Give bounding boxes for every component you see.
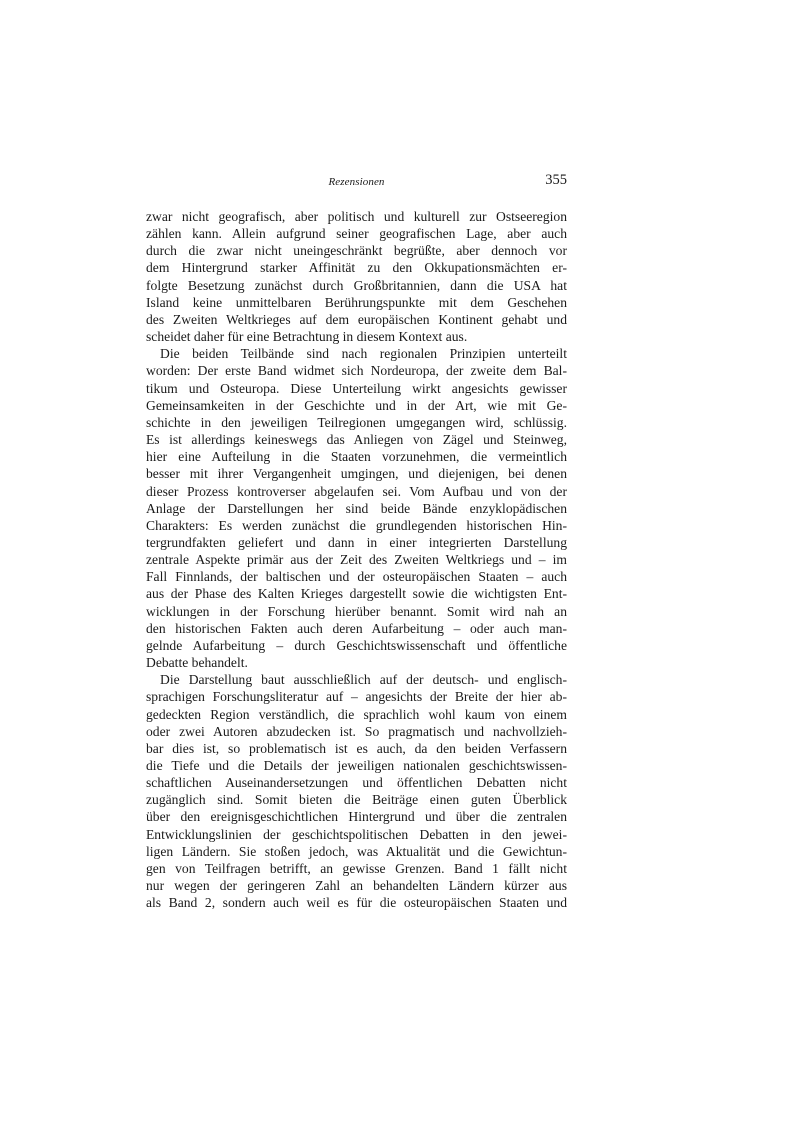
text-line: hier eine Aufteilung in die Staaten vorzunehmen, die vermeintlich [146,449,567,465]
text-line: Es ist allerdings keineswegs das Anliegen von Zägel und Steinweg, [146,432,567,448]
text-line: zentrale Aspekte primär aus der Zeit des Zweiten Weltkriegs und – im [146,552,567,568]
text-line: als Band 2, sondern auch weil es für die osteuropäischen Staaten und [146,895,567,911]
paragraph [146,671,567,911]
text-line: Anlage der Darstellungen her sind beide Bände enzyklopädischen [146,500,567,516]
text-line: wicklungen in der Forschung hierüber benannt. Somit wird nah an [146,603,567,619]
text-line: tikum und Osteuropa. Diese Unterteilung wirkt angesichts gewisser [146,380,567,396]
book-page [146,170,567,911]
page-number: 355 [545,172,567,188]
text-line: zählen kann. Allein aufgrund seiner geografischen Lage, aber auch [146,226,567,242]
text-line: gelnde Aufarbeitung – durch Geschichtswissenschaft und öffentliche [146,637,567,653]
text-line: sprachigen Forschungsliteratur auf – angesichts der Breite der hier ab- [146,689,567,705]
text-line: aus der Phase des Kalten Krieges dargestellt sowie die wichtigsten Ent- [146,586,567,602]
text-line: besser mit ihrer Vergangenheit umgingen, und diejenigen, bei denen [146,466,567,482]
text-line: bar dies ist, so problematisch ist es auch, da den beiden Verfassern [146,740,567,756]
text-line: folgte Besetzung zunächst durch Großbritannien, dann die USA hat [146,277,567,293]
text-line: tergrundfakten geliefert und dann in einer integrierten Darstellung [146,534,567,550]
text-line: oder zwei Autoren abzudecken ist. So pragmatisch und nachvollzieh- [146,723,567,739]
text-line: Entwicklungslinien der geschichtspolitischen Debatten in den jewei- [146,826,567,842]
text-line: Gemeinsamkeiten in der Geschichte und in der Art, wie mit Ge- [146,397,567,413]
text-line: ligen Ländern. Sie stoßen jedoch, was Aktualität und die Gewichtun- [146,843,567,859]
paragraph [146,208,567,345]
text-line: über den ereignisgeschichtlichen Hintergrund und über die zentralen [146,809,567,825]
text-line: zugänglich sind. Somit bieten die Beiträge einen guten Überblick [146,792,567,808]
text-line: gen von Teilfragen betrifft, an gewisse Grenzen. Band 1 fällt nicht [146,860,567,876]
text-line: Die beiden Teilbände sind nach regionalen Prinzipien unterteilt [160,346,567,362]
text-line: schaftlichen Auseinandersetzungen und öffentlichen Debatten nicht [146,775,567,791]
text-line: dieser Prozess kontroverser abgelaufen sei. Vom Aufbau und von der [146,483,567,499]
text-line: Charakters: Es werden zunächst die grundlegenden historischen Hin- [146,517,567,533]
text-line: Die Darstellung baut ausschließlich auf der deutsch- und englisch- [160,672,567,688]
text-line: zwar nicht geografisch, aber politisch und kulturell zur Ostseeregion [146,209,567,224]
text-line: Debatte behandelt. [146,655,248,671]
paragraph [146,345,567,671]
text-line: gedeckten Region verständlich, die sprachlich wohl kaum von einem [146,706,567,722]
text-line: dem Hintergrund starker Affinität zu den Okkupationsmächten er- [146,260,567,276]
text-line: des Zweiten Weltkrieges auf dem europäischen Kontinent gehabt und [146,311,567,327]
text-line: schichte in den jeweiligen Teilregionen umgegangen wird, schlüssig. [146,414,567,430]
text-line: Fall Finnlands, der baltischen und der osteuropäischen Staaten – auch [146,569,567,585]
text-line: Island keine unmittelbaren Berührungspunkte mit dem Geschehen [146,294,567,310]
running-title: Rezensionen [328,176,385,188]
text-line: worden: Der erste Band widmet sich Nordeuropa, der zweite dem Bal- [146,363,567,379]
text-line: den historischen Fakten auch deren Aufarbeitung – oder auch man- [146,620,567,636]
running-header [146,170,567,194]
text-line: nur wegen der geringeren Zahl an behandelten Ländern kürzer aus [146,878,567,894]
text-line: durch die zwar nicht uneingeschränkt begrüßte, aber dennoch vor [146,243,567,259]
text-line: die Tiefe und die Details der jeweiligen nationalen geschichtswissen- [146,758,567,773]
text-line: scheidet daher für eine Betrachtung in diesem Kontext aus. [146,329,468,345]
body-text [146,208,567,911]
